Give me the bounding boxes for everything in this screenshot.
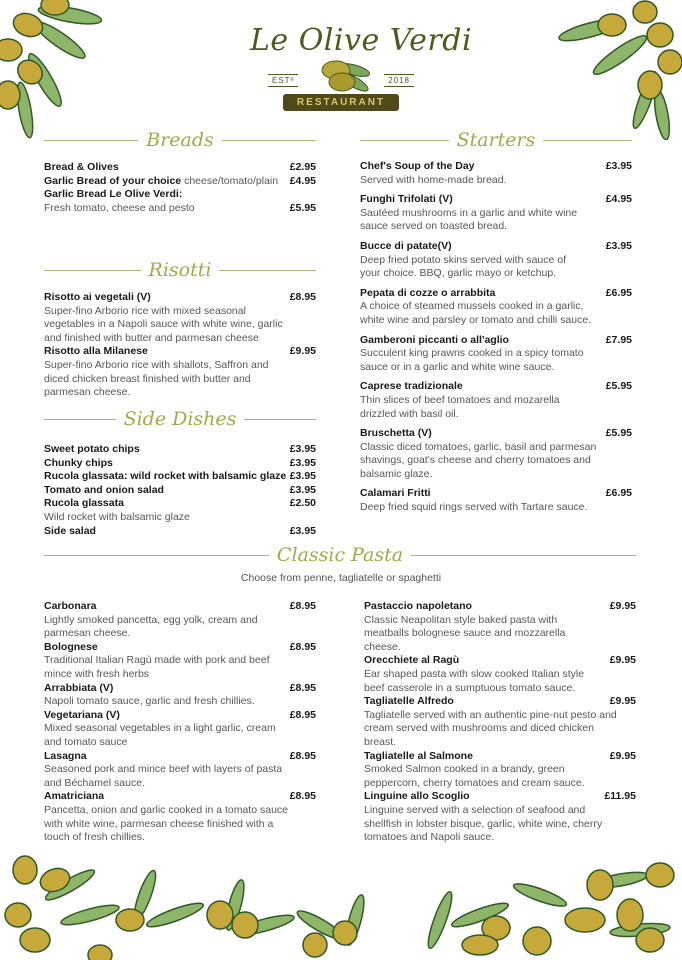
olive-branch-top-right-icon (550, 0, 682, 140)
pasta-list-left (44, 600, 316, 845)
menu-item: Tomato and onion salad £3.95 (44, 483, 316, 496)
menu-item: Carbonara £8.95 Lightly smoked pancetta, egg yolk, cream and parmesan cheese. (44, 600, 316, 640)
menu-item: Chunky chips £3.95 (44, 456, 316, 469)
olive-icon (312, 58, 372, 94)
pasta-list-right (364, 600, 636, 845)
menu-item: Garlic Bread Le Olive Verdi: Fresh tomato, cheese and pesto £5.95 (44, 188, 316, 214)
side-dishes-heading: Side Dishes (44, 407, 316, 431)
risotti-list (44, 291, 316, 400)
menu-item: Pepata di cozze o arrabbita £6.95 A choice of steamed mussels cooked in a garlic, white wine and parsley or tomato and chilli sauce. (360, 286, 632, 326)
menu-item: Bruschetta (V) £5.95 Classic diced tomatoes, garlic, basil and parmesan shavings, goat's cheese and cherry tomatoes and balsamic glaze. (360, 427, 632, 480)
pasta-subtitle: Choose from penne, tagliatelle or spaghetti (240, 572, 442, 584)
restaurant-logo (250, 23, 473, 124)
menu-item: Rucola glassata £2.50 Wild rocket with balsamic glaze (44, 497, 316, 523)
menu-item: Vegetariana (V) £8.95 Mixed seasonal vegetables in a light garlic, cream and tomato sauce (44, 708, 316, 748)
menu-item: Amatriciana £8.95 Pancetta, onion and garlic cooked in a tomato sauce with white wine, parmesan cheese finished with a touch of fresh chillies. (44, 790, 316, 844)
menu-item: Side salad £3.95 (44, 524, 316, 537)
menu-item: Bread & Olives £2.95 (44, 161, 316, 173)
logo-banner: RESTAURANT (283, 94, 399, 111)
menu-item: Orecchiete al Ragù £9.95 Ear shaped pasta with slow cooked Italian style beef casserole in a sumptuous tomato sauce. (364, 654, 636, 694)
risotti-heading: Risotti (44, 258, 316, 282)
menu-item: Garlic Bread of your choice cheese/tomato/plain £4.95 (44, 174, 316, 187)
breads-list (44, 161, 316, 215)
starters-heading: Starters (360, 128, 632, 152)
menu-item: Chef's Soup of the Day £3.95 Served with home-made bread. (360, 160, 632, 186)
logo-est-year: 2018 (384, 74, 414, 87)
menu-item: Calamari Fritti £6.95 Deep fried squid rings served with Tartare sauce. (360, 487, 632, 514)
menu-item: Lasagna £8.95 Seasoned pork and mince beef with layers of pasta and Béchamel sauce. (44, 749, 316, 789)
menu-item: Funghi Trifolati (V) £4.95 Sautéed mushrooms in a garlic and white wine sauce served on toasted bread. (360, 193, 632, 233)
menu-item: Pastaccio napoletano £9.95 Classic Neapolitan style baked pasta with meatballs bolognese sauce and mozzarella cheese. (364, 600, 636, 653)
classic-pasta-heading: Classic Pasta (44, 543, 636, 567)
starters-list (360, 160, 632, 521)
logo-title: Le Olive Verdi (250, 23, 473, 58)
menu-item: Rucola glassata: wild rocket with balsamic glaze £3.95 (44, 470, 316, 483)
menu-item: Risotto ai vegetali (V) £8.95 Super-fino Arborio rice with mixed seasonal vegetables in a Napoli sauce with white wine, garlic and finished with butter and parmesan cheese (44, 291, 316, 344)
menu-item: Gamberoni piccanti o all'aglio £7.95 Succulent king prawns cooked in a spicy tomato sauce or in a garlic and white wine sauce. (360, 333, 632, 373)
side-dishes-list (44, 443, 316, 538)
olive-branch-top-left-icon (0, 0, 120, 140)
olive-branch-bottom-border-icon (0, 845, 682, 960)
menu-item: Caprese tradizionale £5.95 Thin slices of beef tomatoes and mozarella drizzled with basil oil. (360, 380, 632, 420)
breads-heading: Breads (44, 128, 316, 152)
menu-item: Arrabbiata (V) £8.95 Napoli tomato sauce, garlic and fresh chillies. (44, 681, 316, 708)
menu-item: Linguine allo Scoglio £11.95 Linguine served with a selection of seafood and shellfish in lobster bisque, garlic, white wine, cherry tomatoes and Napoli sauce. (364, 790, 636, 844)
menu-item: Risotto alla Milanese £9.95 Super-fino Arborio rice with shallots, Saffron and diced chicken breast finished with butter and parmesan cheese. (44, 345, 316, 399)
menu-item: Tagliatelle Alfredo £9.95 Tagliatelle served with an authentic pine-nut pesto and cream served with mushrooms and diced chicken breast. (364, 695, 636, 748)
logo-est-label: ESTº (268, 74, 298, 87)
menu-item: Bucce di patate(V) £3.95 Deep fried potato skins served with sauce of your choice. BBQ, garlic mayo or ketchup. (360, 239, 632, 280)
menu-item: Bolognese £8.95 Traditional Italian Ragù made with pork and beef mince with fresh herbs (44, 640, 316, 680)
menu-item: Tagliatelle al Salmone £9.95 Smoked Salmon cooked in a brandy, green peppercorn, cherry tomatoes and cream sauce. (364, 749, 636, 789)
menu-item: Sweet potato chips £3.95 (44, 443, 316, 455)
